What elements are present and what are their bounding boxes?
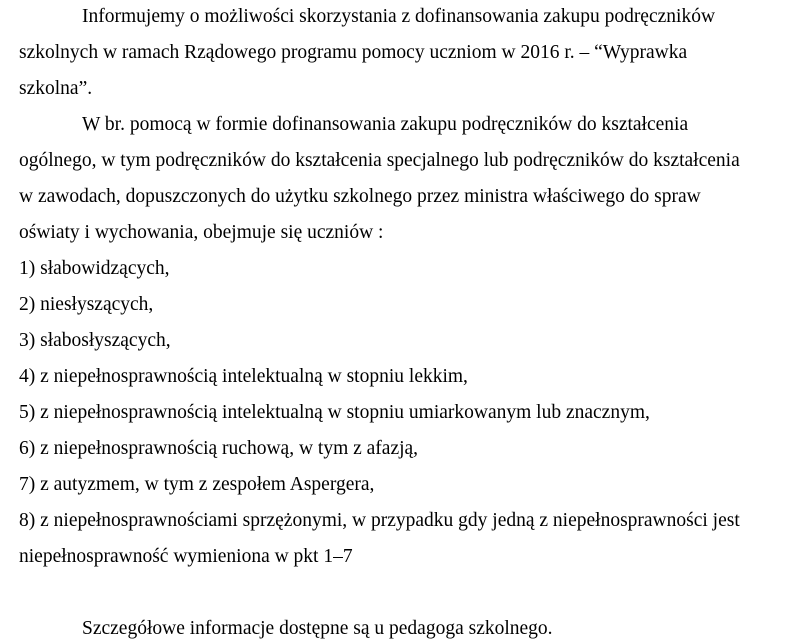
paragraph2-line3: w zawodach, dopuszczonych do użytku szkolnego przez ministra właściwego do spraw [19,186,701,207]
paragraph1-line3: szkolna”. [19,78,93,99]
list-item-8-line2: niepełnosprawność wymieniona w pkt 1–7 [19,546,353,567]
paragraph2-line4: oświaty i wychowania, obejmuje się uczniów : [19,222,384,243]
list-item-5: 5) z niepełnosprawnością intelektualną w stopniu umiarkowanym lub znacznym, [19,402,650,423]
list-item-6: 6) z niepełnosprawnością ruchową, w tym z afazją, [19,438,419,459]
paragraph2-line1: W br. pomocą w formie dofinansowania zakupu podręczników do kształcenia [82,114,689,135]
closing-line: Szczegółowe informacje dostępne są u pedagoga szkolnego. [82,618,553,639]
list-item-3: 3) słabosłyszących, [19,330,171,351]
list-item-7: 7) z autyzmem, w tym z zespołem Aspergera, [19,474,375,495]
list-item-1: 1) słabowidzących, [19,258,170,279]
list-item-4: 4) z niepełnosprawnością intelektualną w stopniu lekkim, [19,366,468,387]
paragraph1-line2: szkolnych w ramach Rządowego programu pomocy uczniom w 2016 r. – “Wyprawka [19,42,688,63]
paragraph1-line1: Informujemy o możliwości skorzystania z dofinansowania zakupu podręczników [82,6,716,27]
paragraph2-line2: ogólnego, w tym podręczników do kształcenia specjalnego lub podręczników do kształcenia [19,150,740,171]
list-item-2: 2) niesłyszących, [19,294,154,315]
list-item-8-line1: 8) z niepełnosprawnościami sprzężonymi, w przypadku gdy jedną z niepełnosprawności jest [19,510,740,531]
